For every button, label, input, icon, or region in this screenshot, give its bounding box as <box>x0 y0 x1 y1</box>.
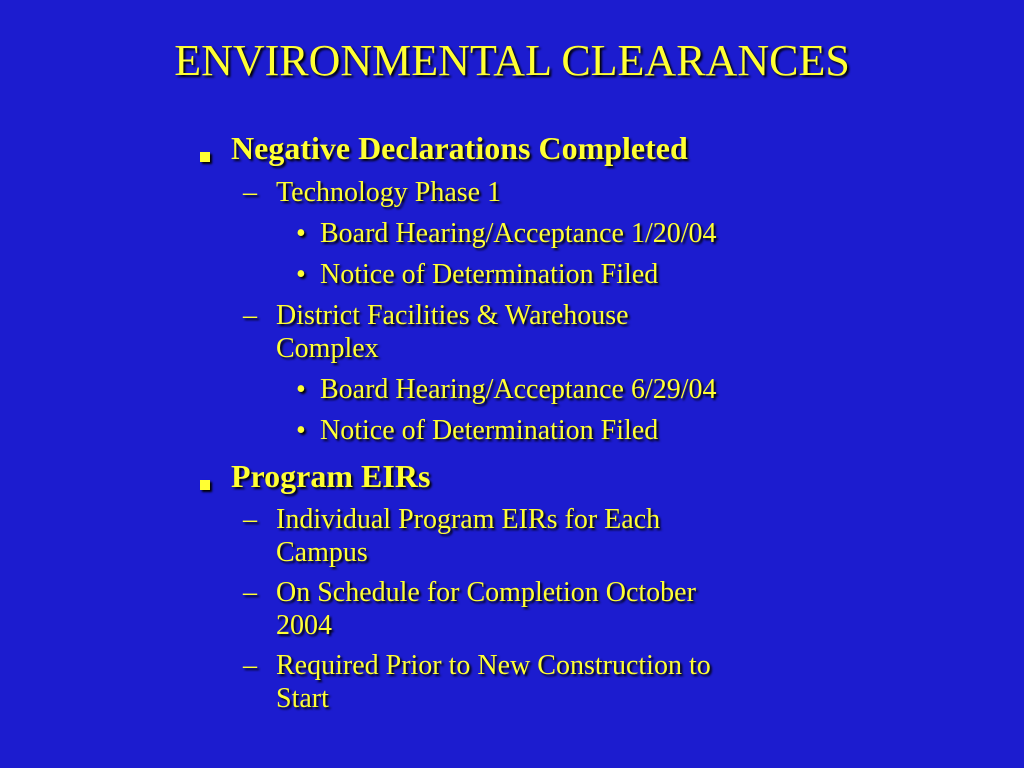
dot-bullet-icon: • <box>296 218 306 249</box>
subbullet-text-line-2: Start <box>276 683 329 714</box>
subbullet-text-line-1: Individual Program EIRs for Each <box>276 504 661 535</box>
subsubbullet-text: Board Hearing/Acceptance 1/20/04 <box>320 218 717 249</box>
dot-bullet-icon: • <box>296 374 306 405</box>
dash-bullet-icon: – <box>243 504 257 535</box>
bullet-text: Program EIRs <box>231 458 431 494</box>
subbullet-text-line-1: District Facilities & Warehouse <box>276 300 629 331</box>
subbullet-text-line-1: Required Prior to New Construction to <box>276 650 711 681</box>
subbullet-text: Technology Phase 1 <box>276 177 502 208</box>
dot-bullet-icon: • <box>296 259 306 290</box>
dash-bullet-icon: – <box>243 300 257 331</box>
square-bullet-icon <box>200 480 210 490</box>
subbullet-text-line-2: Campus <box>276 537 368 568</box>
subbullet-text-line-1: On Schedule for Completion October <box>276 577 696 608</box>
dash-bullet-icon: – <box>243 577 257 608</box>
dash-bullet-icon: – <box>243 177 257 208</box>
subsubbullet-text: Notice of Determination Filed <box>320 415 659 446</box>
slide-title: ENVIRONMENTAL CLEARANCES <box>174 36 850 85</box>
subsubbullet-text: Board Hearing/Acceptance 6/29/04 <box>320 374 717 405</box>
bullet-text: Negative Declarations Completed <box>231 130 688 166</box>
square-bullet-icon <box>200 152 210 162</box>
dot-bullet-icon: • <box>296 415 306 446</box>
subbullet-text-line-2: Complex <box>276 333 379 364</box>
dash-bullet-icon: – <box>243 650 257 681</box>
subsubbullet-text: Notice of Determination Filed <box>320 259 659 290</box>
subbullet-text-line-2: 2004 <box>276 610 332 641</box>
